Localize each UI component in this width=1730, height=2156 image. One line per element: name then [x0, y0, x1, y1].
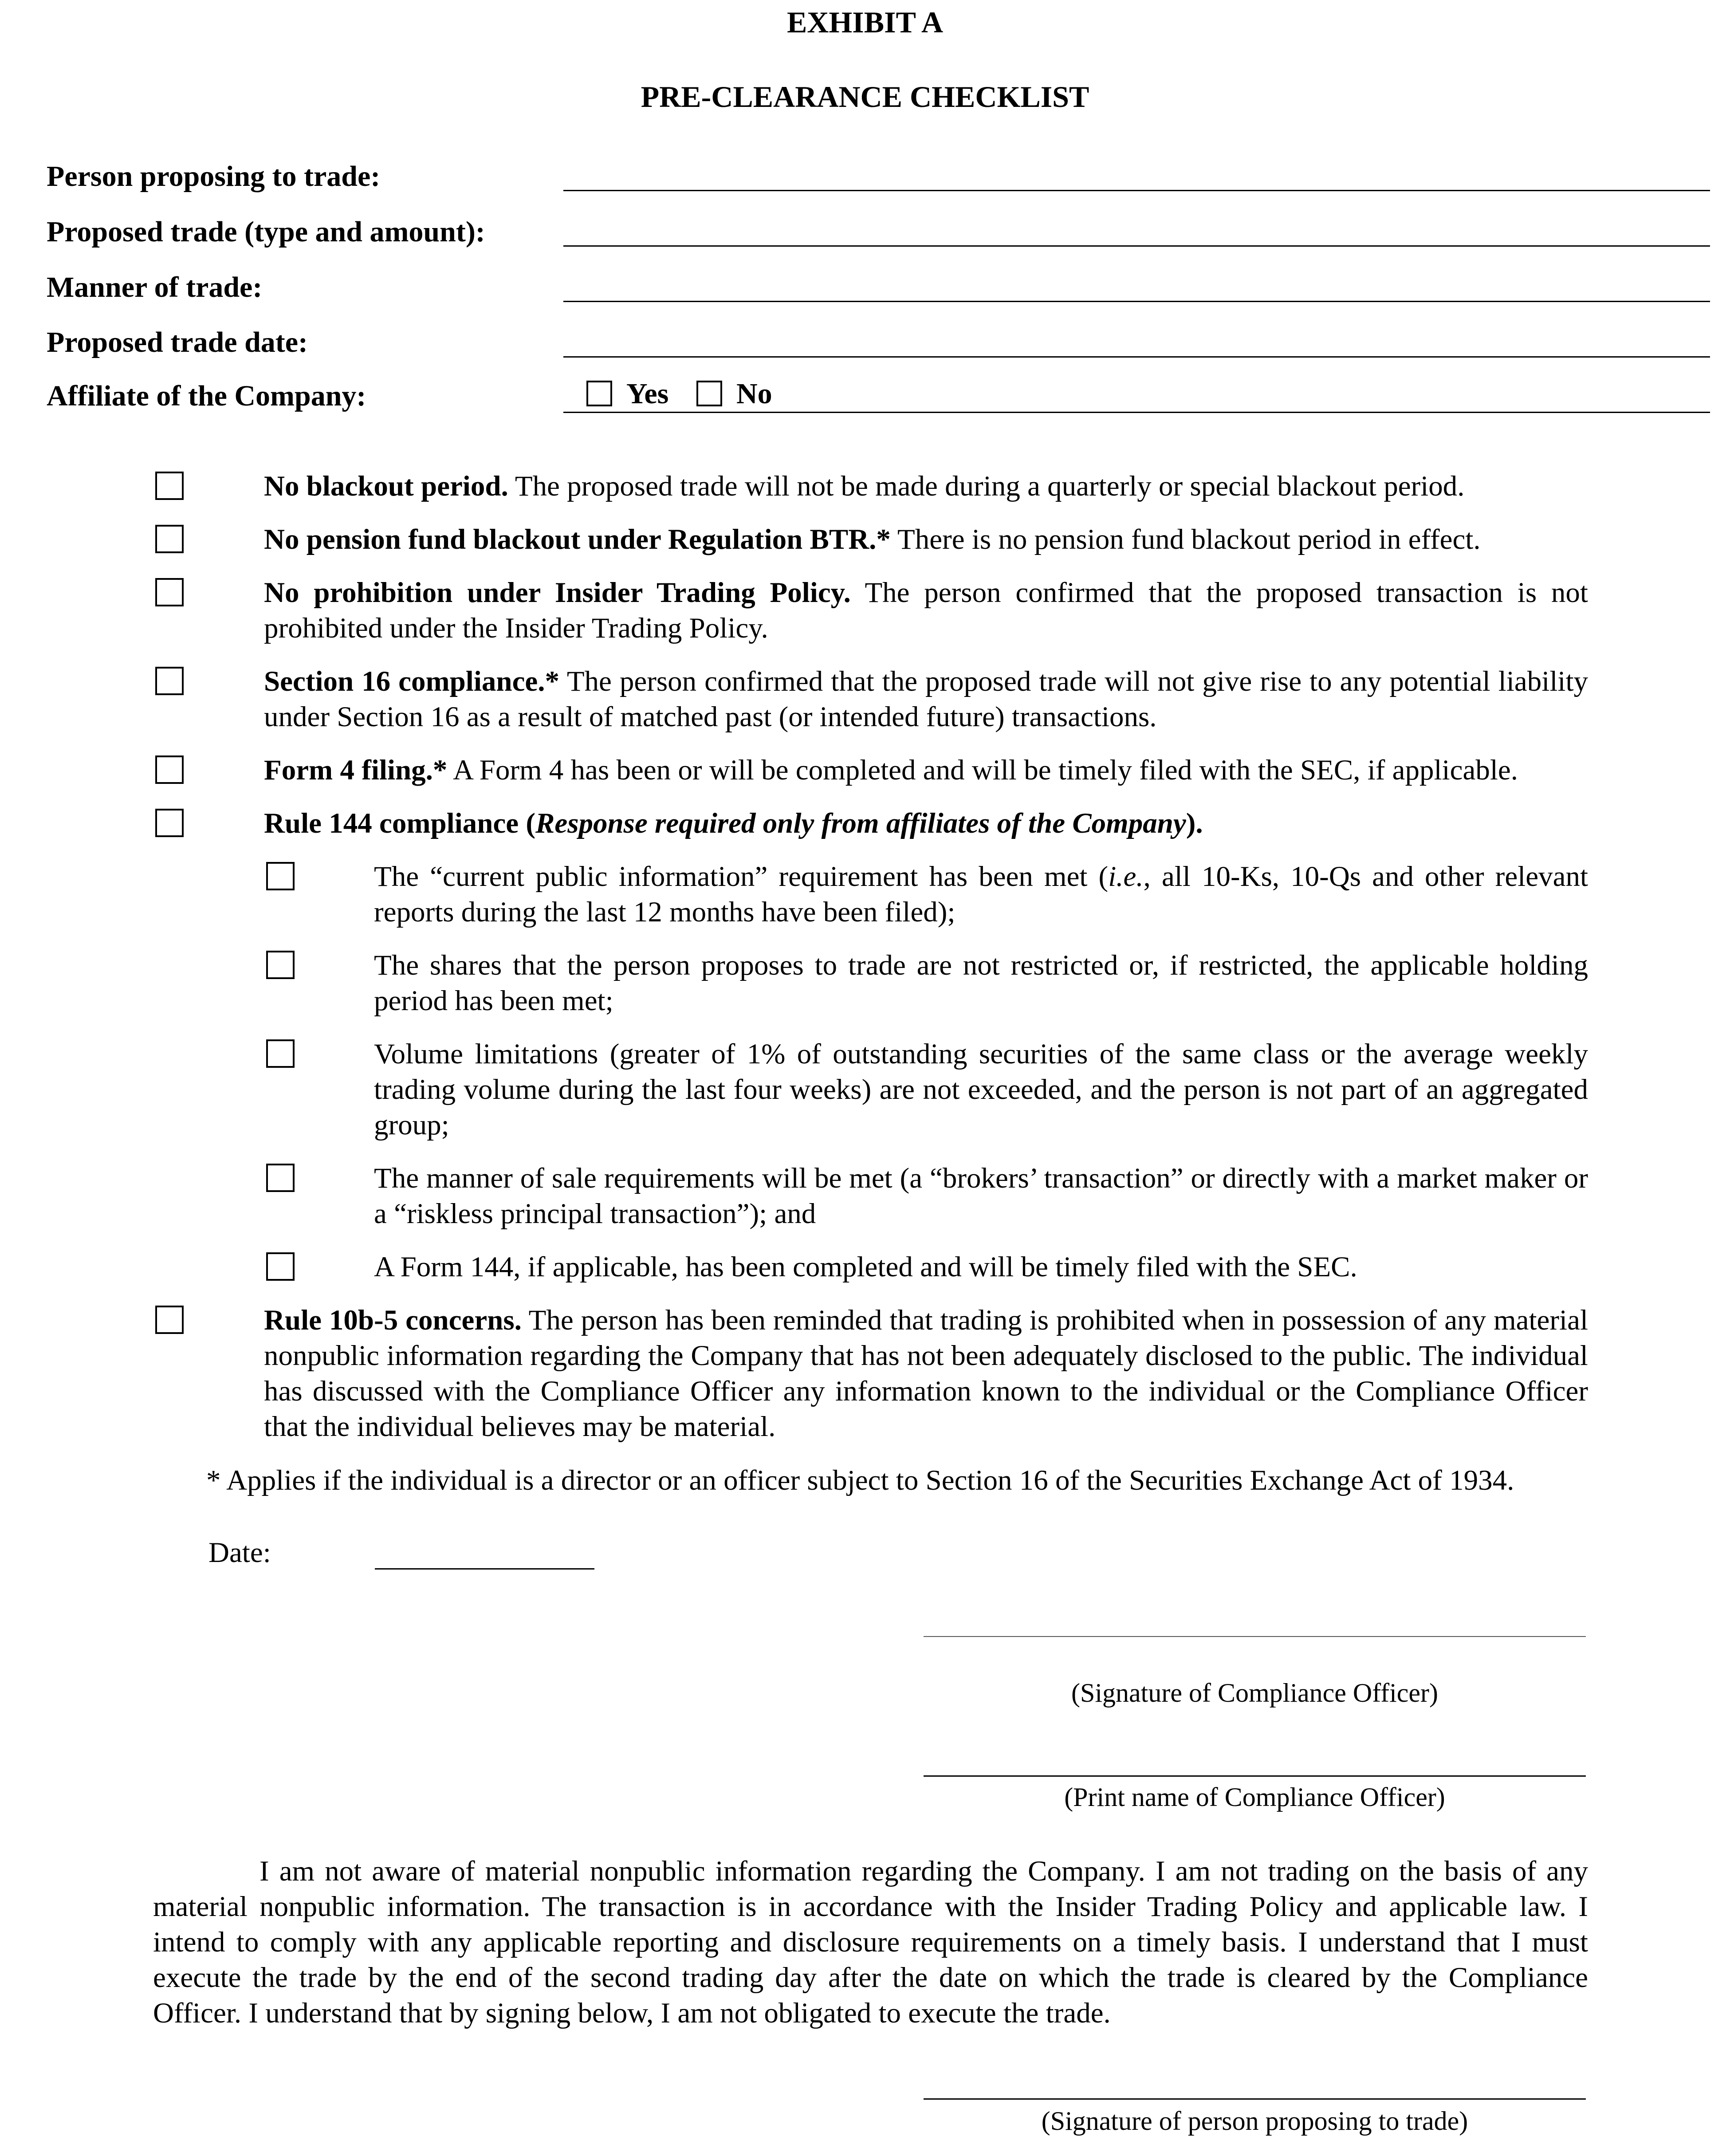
section16-item [264, 664, 1588, 735]
rule144-heading: Rule 144 compliance ( [264, 807, 536, 839]
restricted-shares-checkbox[interactable] [266, 951, 295, 979]
section16-heading: Section 16 compliance.* [264, 665, 560, 697]
restricted-shares-item: The shares that the person proposes to trade are not restricted or, if restricted, the applicable holding period has been met; [374, 949, 1588, 1017]
affiliate-field-line [563, 412, 1710, 413]
person-proposing-field[interactable] [563, 190, 1710, 191]
affiliate-no-checkbox[interactable] [696, 381, 722, 406]
person-signature-caption: (Signature of person proposing to trade) [1041, 2106, 1468, 2136]
affiliate-yes-label: Yes [626, 378, 669, 410]
blackout-text: The proposed trade will not be made during a quarterly or special blackout period. [508, 470, 1465, 502]
section16-footnote: * Applies if the individual is a director or an officer subject to Section 16 of the Securities Exchange Act of 1934. [206, 1464, 1514, 1496]
person-proposing-label: Person proposing to trade: [47, 160, 381, 193]
manner-of-trade-field[interactable] [563, 301, 1710, 302]
rule10b5-heading: Rule 10b-5 concerns. [264, 1304, 522, 1336]
form4-checkbox[interactable] [155, 755, 184, 784]
prohibition-checkbox[interactable] [155, 578, 184, 606]
form144-checkbox[interactable] [266, 1252, 295, 1281]
blackout-checkbox[interactable] [155, 472, 184, 500]
proposed-trade-label: Proposed trade (type and amount): [47, 216, 485, 248]
exhibit-heading: EXHIBIT A [786, 5, 944, 39]
current-info-ie: i.e. [1108, 861, 1144, 893]
compliance-print-name-line[interactable] [924, 1775, 1586, 1777]
rule144-item [264, 806, 1588, 841]
prohibition-item [264, 575, 1588, 646]
page-title: PRE-CLEARANCE CHECKLIST [641, 80, 1089, 114]
compliance-signature-line[interactable] [924, 1636, 1586, 1637]
compliance-print-name-caption: (Print name of Compliance Officer) [1064, 1782, 1445, 1812]
current-info-item [374, 859, 1588, 930]
affiliate-no-label: No [736, 378, 772, 410]
person-signature-line[interactable] [924, 2098, 1586, 2100]
date-label: Date: [208, 1537, 271, 1569]
manner-of-sale-checkbox[interactable] [266, 1164, 295, 1192]
pension-checkbox[interactable] [155, 525, 184, 553]
affiliate-label: Affiliate of the Company: [47, 380, 366, 412]
proposed-trade-date-label: Proposed trade date: [47, 326, 308, 358]
proposed-trade-date-field[interactable] [563, 356, 1710, 358]
form144-item: A Form 144, if applicable, has been completed and will be timely filed with the SEC. [374, 1251, 1357, 1283]
prohibition-heading: No prohibition under Insider Trading Policy. [264, 577, 851, 609]
section16-text: The person confirmed that the proposed trade will not give rise to any potential liability under Section 16 as a result of matched past (or intended future) transactions. [264, 665, 1588, 733]
form4-heading: Form 4 filing.* [264, 754, 448, 786]
volume-limits-checkbox[interactable] [266, 1039, 295, 1068]
rule10b5-item [264, 1302, 1588, 1444]
date-field[interactable] [375, 1568, 594, 1570]
rule144-checkbox[interactable] [155, 809, 184, 837]
blackout-heading: No blackout period. [264, 470, 508, 502]
current-info-checkbox[interactable] [266, 862, 295, 890]
manner-of-trade-label: Manner of trade: [47, 271, 263, 303]
manner-of-sale-item: The manner of sale requirements will be met (a “brokers’ transaction” or directly with a market maker or a “riskless principal transaction”); and [374, 1162, 1588, 1230]
rule144-affiliates-note: Response required only from affiliates of the Company [535, 807, 1186, 839]
pension-item [264, 522, 1588, 557]
compliance-signature-caption: (Signature of Compliance Officer) [1071, 1678, 1438, 1707]
blackout-item [264, 468, 1588, 504]
current-info-text-a: The “current public information” requirement has been met ( [374, 861, 1109, 893]
rule10b5-text: The person has been reminded that trading is prohibited when in possession of any material nonpublic information regarding the Company that has not been adequately disclosed to the public. The individual has discussed with the Compliance Officer any information known to the individual or the Compliance Officer that the individual believes may be material. [264, 1304, 1588, 1443]
prohibition-text: The person confirmed that the proposed transaction is not prohibited under the Insider Trading Policy. [264, 577, 1588, 644]
volume-limits-item: Volume limitations (greater of 1% of outstanding securities of the same class or the average weekly trading volume during the last four weeks) are not exceeded, and the person is not part of an aggregated group; [374, 1038, 1588, 1141]
proposed-trade-field[interactable] [563, 245, 1710, 247]
rule10b5-checkbox[interactable] [155, 1306, 184, 1334]
form4-item [264, 752, 1588, 788]
certification-paragraph: I am not aware of material nonpublic information regarding the Company. I am not trading on the basis of any material nonpublic information. The transaction is in accordance with the Insider Trading Policy and applicable law. I intend to comply with any applicable reporting and disclosure requirements on a timely basis. I understand that I must execute the trade by the end of the second trading day after the date on which the trade is cleared by the Compliance Officer. I understand that by signing below, I am not obligated to execute the trade. [153, 1855, 1588, 2029]
affiliate-yes-checkbox[interactable] [586, 381, 612, 406]
pension-heading: No pension fund blackout under Regulation BTR.* [264, 523, 891, 555]
form4-text: A Form 4 has been or will be completed and will be timely filed with the SEC, if applicable. [447, 754, 1518, 786]
pension-text: There is no pension fund blackout period in effect. [890, 523, 1481, 555]
current-info-text-b: , all 10-Ks, 10-Qs and other relevant reports during the last 12 months have been filed); [374, 861, 1588, 928]
rule144-heading-end: ). [1186, 807, 1203, 839]
section16-checkbox[interactable] [155, 667, 184, 695]
